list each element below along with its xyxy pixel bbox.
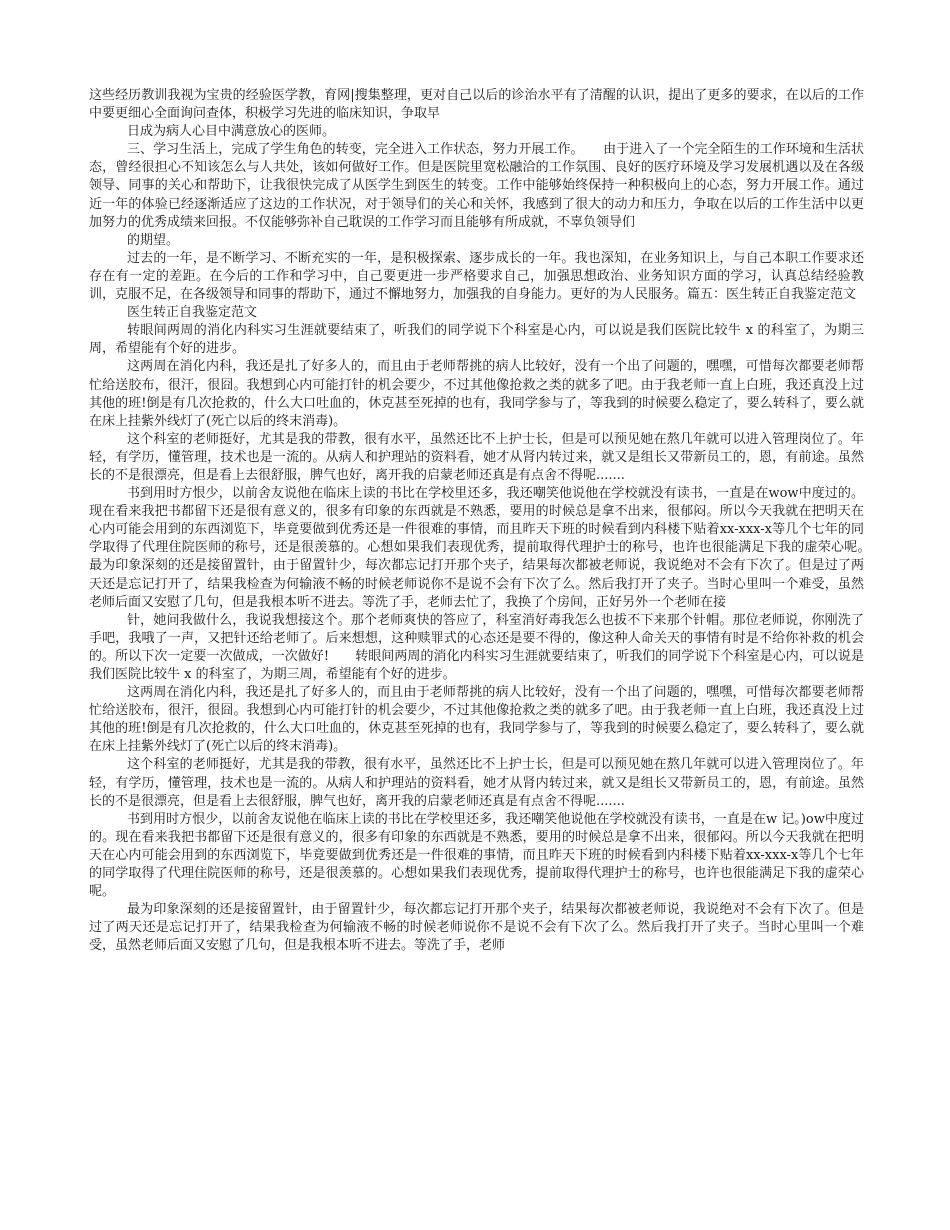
paragraph: 三、学习生活上，完成了学生角色的转变，完全进入工作状态，努力开展工作。 由于进入了一个完全陌生的工作环境和生活状态，曾经很担心不知该怎么与人共处，该如何做好工作。但是医院里宽松融洽的工作氛围、良好的医疗环境及学习发展机遇以及在各级领导、同事的关心和帮助下，让我很快完成了从医学生到医生的转变。工作中能够始终保持一种积极向上的心态，努力开展工作。通过近一年的体验已经逐渐适应了这边的工作状况，对于领导们的关心和关怀，我感到了很大的动力和压力，争取在以后的工作生活中以更加努力的优秀成绩来回报。不仅能够弥补自己耽误的工作学习而且能够有所成就，不辜负领导们 xyxy=(89,142,864,230)
paragraph: 这个科室的老师挺好，尤其是我的带教，很有水平，虽然还比不上护士长，但是可以预见她在熬几年就可以进入管理岗位了。年轻，有学历，懂管理，技术也是一流的。从病人和护理站的资料看，她才从肾内转过来，就又是组长又带新员工的，恩，有前途。虽然长的不是很漂亮，但是看上去很舒服，脾气也好，离开我的启蒙老师还真是有点舍不得呢....... xyxy=(89,431,864,483)
paragraph: 转眼间两周的消化内科实习生涯就要结束了，听我们的同学说下个科室是心内，可以说是我们医院比较牛 x 的科室了，为期三周，希望能有个好的进步。 xyxy=(89,323,864,357)
paragraph: 针，她问我做什么，我说我想接这个。那个老师爽快的答应了，科室消好毒我怎么也拔不下来那个针帽。那位老师说，你刚洗了手吧，我哦了一声，又把针还给老师了。后来想想，这种赎罪式的心态还是要不得的，像这种人命关天的事情有时是不给你补救的机会的。所以下次一定要一次做成，一次做好! 转眼间两周的消化内科实习生涯就要结束了，听我们的同学说下个科室是心内，可以说是我们医院比较牛 x 的科室了，为期三周，希望能有个好的进步。 xyxy=(89,612,864,682)
paragraph: 最为印象深刻的还是接留置针，由于留置针少，每次都忘记打开那个夹子，结果每次都被老师说，我说绝对不会有下次了。但是过了两天还是忘记打开了，结果我检查为何输液不畅的时候老师说你不是说不会有下次了么。然后我打开了夹子。当时心里叫一个难受，虽然老师后面又安慰了几句，但是我根本听不进去。等洗了手，老师 xyxy=(89,902,864,954)
section-title: 医生转正自我鉴定范文 xyxy=(127,305,258,321)
paragraph: 过去的一年，是不断学习、不断充实的一年，是积极探索、逐步成长的一年。我也深知，在业务知识上，与自己本职工作要求还存在有一定的差距。在今后的工作和学习中，自己要更进一步严格要求自己，加强思想政治、业务知识方面的学习，认真总结经验教训，克服不足，在各级领导和同事的帮助下，通过不懈地努力，加强我的自身能力。更好的为人民服务。篇五：医生转正自我鉴定范文 xyxy=(89,250,864,303)
paragraph: 这个科室的老师挺好，尤其是我的带教，很有水平，虽然还比不上护士长，但是可以预见她在熬几年就可以进入管理岗位了。年轻，有学历，懂管理，技术也是一流的。从病人和护理站的资料看，她才从肾内转过来，就又是组长又带新员工的，恩，有前途。虽然长的不是很漂亮，但是看上去很舒服，脾气也好，离开我的启蒙老师还真是有点舍不得呢....... xyxy=(89,757,864,809)
paragraph: 书到用时方恨少，以前舍友说他在临床上读的书比在学校里还多，我还嘲笑他说他在学校就没有读书，一直是在w 记。)ow中度过的。现在看来我把书都留下还是很有意义的，很多有印象的东西就是不熟悉，要用的时候总是拿不出来，很郁闷。所以今天我就在把明天在心内可能会用到的东西浏览下，毕竟要做到优秀还是一件很难的事情，而且昨天下班的时候看到内科楼下贴着xx-xxx-x等几个七年的同学取得了代理住院医师的称号，还是很羡慕的。心想如果我们表现优秀，提前取得代理护士的称号，也许也很能满足下我的虚荣心呢。 xyxy=(89,811,864,900)
paragraph: 这些经历教训我视为宝贵的经验医学教，育网|搜集整理，更对自己以后的诊治水平有了清醒的认识，提出了更多的要求，在以后的工作中要更细心全面询问查体，积极学习先进的临床知识，争取早 xyxy=(89,88,864,122)
document-body xyxy=(89,87,891,956)
paragraph: 日成为病人心目中满意放心的医师。 xyxy=(127,124,336,140)
paragraph: 这两周在消化内科，我还是扎了好多人的，而且由于老师帮挑的病人比较好，没有一个出了问题的，嘿嘿，可惜每次都要老师帮忙给送胶布，很汗，很囧。我想到心内可能打针的机会要少，不过其他像抢救之类的就多了吧。由于我老师一直上白班，我还真没上过其他的班!倒是有几次抢救的，什么大口吐血的，休克甚至死掉的也有，我同学参与了，等我到的时候要么稳定了，要么转科了，要么就在床上挂紫外线灯了(死亡以后的终末消毒)。 xyxy=(89,685,864,755)
paragraph: 的期望。 xyxy=(127,232,180,248)
paragraph: 这两周在消化内科，我还是扎了好多人的，而且由于老师帮挑的病人比较好，没有一个出了问题的，嘿嘿，可惜每次都要老师帮忙给送胶布，很汗，很囧。我想到心内可能打针的机会要少，不过其他像抢救之类的就多了吧。由于我老师一直上白班，我还真没上过其他的班!倒是有几次抢救的，什么大口吐血的，休克甚至死掉的也有，我同学参与了，等我到的时候要么稳定了，要么转科了，要么就在床上挂紫外线灯了(死亡以后的终末消毒)。 xyxy=(89,359,864,429)
paragraph: 书到用时方恨少，以前舍友说他在临床上读的书比在学校里还多，我还嘲笑他说他在学校就没有读书，一直是在wow中度过的。现在看来我把书都留下还是很有意义的，很多有印象的东西就是不熟悉，要用的时候总是拿不出来，很郁闷。所以今天我就在把明天在心内可能会用到的东西浏览下，毕竟要做到优秀还是一件很难的事情，而且昨天下班的时候看到内科楼下贴着xx-xxx-x等几个七年的同学取得了代理住院医师的称号，还是很羡慕的。心想如果我们表现优秀，提前取得代理护士的称号，也许也很能满足下我的虚荣心呢。 最为印象深刻的还是接留置针，由于留置针少，每次都忘记打开那个夹子，结果每次都被老师说，我说绝对不会有下次了。但是过了两天还是忘记打开了，结果我检查为何输液不畅的时候老师说你不是说不会有下次了么。然后我打开了夹子。当时心里叫一个难受，虽然老师后面又安慰了几句，但是我根本听不进去。等洗了手，老师去忙了，我换了个房间，正好另外一个老师在接 xyxy=(89,486,891,610)
